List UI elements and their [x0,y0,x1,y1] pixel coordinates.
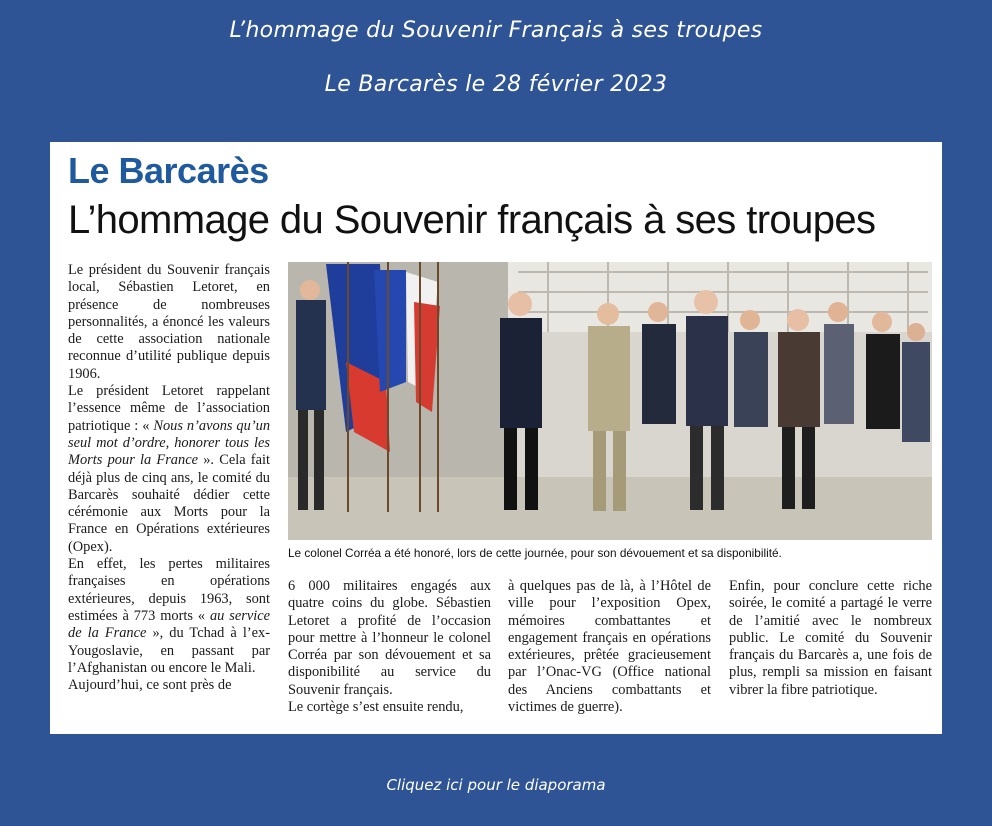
newspaper-clipping[interactable] [50,142,942,734]
paragraph: Le président du Souvenir français local, Sébastien Letoret, en présence de nombreuses personnalités, a énoncé les valeurs de cette association nationale reconnue d’utilité publique depuis 1906. [68,262,270,382]
paragraph: Enfin, pour conclure cette riche soirée, le comité a partagé le verre de l’amitié avec le nombreux public. Le comité du Souvenir français du Barcarès a, une fois de plus, rempli sa mission en faisant vibrer la fibre patriotique. [729,578,932,698]
paragraph: Le cortège s’est ensuite rendu, [288,699,464,716]
quote: au service de la France [68,607,270,642]
article-column-4 [729,578,932,699]
quote: Nous n’avons qu’un seul mot d’ordre, honorer tous les Morts pour la France [68,417,271,469]
paragraph: Le président Letoret rappelant l’essence même de l’association patriotique : « Nous n’avons qu’un seul mot d’ordre, honorer tous les Morts pour la France ». Cela fait déjà plus de cinq ans, le comité du Barcarès souhaité dédier cette cérémonie aux Morts pour la France en Opérations extérieures (Opex). [68,383,271,555]
paragraph: En effet, les pertes militaires françaises en opérations extérieures, depuis 1963, sont estimées à 773 morts « au service de la France », du Tchad à l’ex-Yougoslavie, en passant par l’Afghanistan ou encore le Mali. [68,556,270,676]
slideshow-link[interactable]: Cliquez ici pour le diaporama [386,776,606,794]
page-title: L’hommage du Souvenir Français à ses troupes [229,18,763,43]
article-photo [288,262,932,540]
article-column-3 [508,578,711,716]
paragraph: 6 000 militaires engagés aux quatre coins du globe. Sébastien Letoret a profité de l’occasion pour mettre à l’honneur le colonel Corréa par son dévouement et sa disponibilité au service du Souvenir français. [288,578,491,698]
article-headline: L’hommage du Souvenir français à ses troupes [68,198,876,242]
page-subtitle-date: Le Barcarès le 28 février 2023 [324,72,668,97]
paragraph: Aujourd’hui, ce sont près de [68,677,232,694]
article-kicker: Le Barcarès [68,150,269,191]
photo-caption: Le colonel Corréa a été honoré, lors de cette journée, pour son dévouement et sa disponibilité. [288,546,782,560]
paragraph: à quelques pas de là, à l’Hôtel de ville pour l’exposition Opex, mémoires combattantes et engagement français en opérations extérieures, prêtée gracieusement par l’Onac-VG (Office national des Anciens combattants et victimes de guerre). [508,578,711,716]
article-column-2 [288,578,491,716]
article-column-1 [68,262,270,694]
